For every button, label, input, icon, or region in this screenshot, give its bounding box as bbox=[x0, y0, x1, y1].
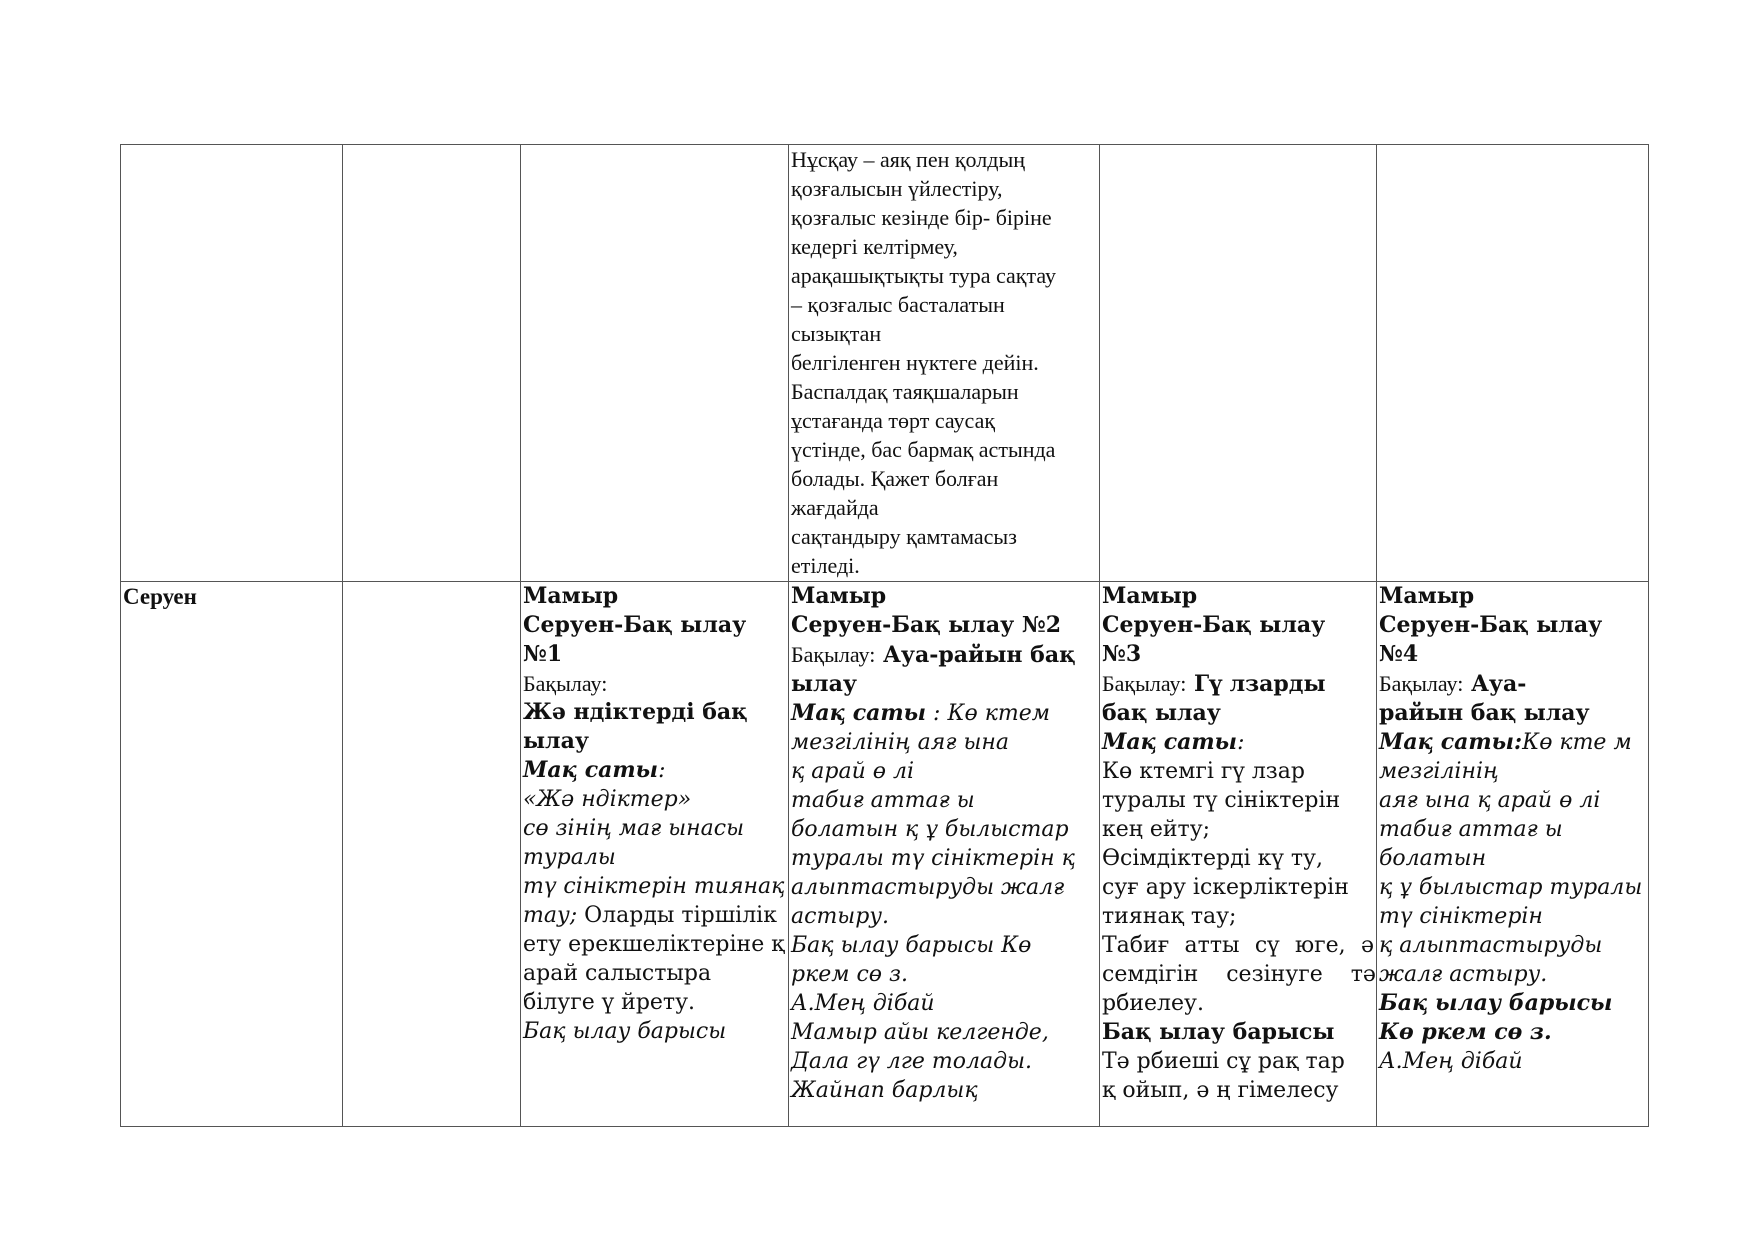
table-cell bbox=[343, 582, 521, 1127]
observation-title: Серуен-Бақ ылау bbox=[1102, 612, 1326, 638]
observation-number: №4 bbox=[1379, 641, 1419, 667]
goal-label: Мақ саты bbox=[523, 757, 659, 783]
month-heading: Мамыр bbox=[523, 583, 619, 609]
goal-line: табиғ аттағ ы bbox=[1379, 817, 1563, 842]
observation-4-cell bbox=[1377, 582, 1649, 1127]
observation-topic: бақ ылау bbox=[1102, 700, 1221, 726]
text-line: Оларды тіршілік bbox=[577, 903, 777, 928]
goal-line: қ арай ө лі bbox=[791, 759, 915, 784]
observation-title: Серуен-Бақ ылау bbox=[1379, 612, 1603, 638]
goal-line: Кө кте м bbox=[1522, 730, 1632, 755]
month-heading: Мамыр bbox=[1102, 583, 1198, 609]
text-line: болады. Қажет болған bbox=[791, 466, 999, 491]
text-line: кедергі келтірмеу, bbox=[791, 234, 958, 259]
progress-heading: Бақ ылау барысы bbox=[1102, 1019, 1335, 1045]
text-line: қозғалыс кезінде бір- біріне bbox=[791, 205, 1052, 230]
goal-line: тү сініктерін тиянақ bbox=[523, 874, 785, 899]
observation-topic: ылау bbox=[791, 671, 857, 697]
instruction-cell bbox=[789, 145, 1100, 582]
goal-line: туралы тү сініктерін қ bbox=[791, 846, 1075, 871]
observation-topic: Гү лзарды bbox=[1186, 671, 1326, 697]
goal-line: жалғ астыру. bbox=[1379, 962, 1548, 987]
goal-label: Мақ саты: bbox=[1379, 729, 1523, 755]
goal-line: мезгілінің bbox=[1379, 759, 1499, 784]
goal-line: тү сініктерін bbox=[1379, 904, 1543, 929]
daily-plan-table bbox=[120, 144, 1649, 1127]
observation-label: Бақылау: bbox=[791, 642, 876, 667]
observation-label: Бақылау: bbox=[1102, 671, 1187, 696]
text-line: Тә рбиеші сұ рақ тар bbox=[1102, 1049, 1345, 1074]
poem-author: А.Мең дібай bbox=[1379, 1049, 1523, 1074]
goal-line: : Кө ктем bbox=[926, 701, 1050, 726]
observation-topic: Ауа-райын бақ bbox=[875, 642, 1076, 668]
text-line: Баспалдақ таяқшаларын bbox=[791, 379, 1019, 404]
goal-line: аяғ ына қ арай ө лі bbox=[1379, 788, 1601, 813]
text-line: білуге ү йрету. bbox=[523, 990, 696, 1015]
goal-line: астыру. bbox=[791, 904, 890, 929]
observation-topic: ылау bbox=[523, 728, 589, 754]
goal-line: Өсімдіктерді кү ту, bbox=[1102, 846, 1323, 871]
goal-line: болатын қ ұ былыстар bbox=[791, 817, 1069, 842]
text-line: сызықтан bbox=[791, 321, 882, 346]
goal-line: рбиелеу. bbox=[1102, 991, 1204, 1016]
poem-line: Жайнап барлық bbox=[791, 1078, 978, 1103]
table-row bbox=[121, 582, 1649, 1127]
goal-line: алыптастыруды жалғ bbox=[791, 875, 1065, 900]
goal-line: «Жә ндіктер» bbox=[523, 787, 692, 812]
observation-3-cell bbox=[1100, 582, 1377, 1127]
goal-line: семдігін сезінуге тә bbox=[1102, 962, 1376, 987]
month-heading: Мамыр bbox=[791, 583, 887, 609]
table-row bbox=[121, 145, 1649, 582]
table-cell bbox=[121, 145, 343, 582]
progress-heading: Бақ ылау барысы bbox=[523, 1019, 727, 1044]
observation-topic: райын бақ ылау bbox=[1379, 700, 1590, 726]
poem-line: Дала гү лге толады. bbox=[791, 1049, 1033, 1074]
table-cell bbox=[343, 145, 521, 582]
observation-number: №1 bbox=[523, 641, 563, 667]
observation-1-cell bbox=[521, 582, 789, 1127]
observation-number: №3 bbox=[1102, 641, 1142, 667]
goal-line: суғ ару іскерліктерін bbox=[1102, 875, 1349, 900]
observation-topic: Ауа- bbox=[1463, 671, 1527, 697]
goal-colon: : bbox=[658, 758, 666, 783]
text-line: арақашықтықты тура сақтау bbox=[791, 263, 1056, 288]
poem-author: А.Мең дібай bbox=[791, 991, 935, 1016]
month-heading: Мамыр bbox=[1379, 583, 1475, 609]
goal-line: тау; bbox=[523, 903, 578, 928]
table-cell bbox=[1100, 145, 1377, 582]
goal-line: тиянақ тау; bbox=[1102, 904, 1237, 929]
text-line: ету ерекшеліктеріне қ bbox=[523, 932, 785, 957]
text-line: үстінде, бас бармақ астында bbox=[791, 437, 1056, 462]
section-label: Серуен bbox=[121, 582, 343, 1127]
goal-line: Табиғ атты сү юге, ә bbox=[1102, 933, 1374, 958]
text-line: ұстағанда төрт саусақ bbox=[791, 408, 996, 433]
observation-label: Бақылау: bbox=[1379, 671, 1464, 696]
poem-line: Мамыр айы келгенде, bbox=[791, 1020, 1049, 1045]
goal-line: табиғ аттағ ы bbox=[791, 788, 975, 813]
goal-line: Кө ктемгі гү лзар bbox=[1102, 759, 1305, 784]
text-line: – қозғалыс басталатын bbox=[791, 292, 1005, 317]
text-line: арай салыстыра bbox=[523, 961, 712, 986]
goal-label: Мақ саты bbox=[791, 700, 927, 726]
observation-2-cell bbox=[789, 582, 1100, 1127]
text-line: Нұсқау – аяқ пен қолдың bbox=[791, 147, 1025, 172]
goal-label: Мақ саты bbox=[1102, 729, 1238, 755]
text-line: жағдайда bbox=[791, 495, 879, 520]
table-cell bbox=[521, 145, 789, 582]
goal-line: кең ейту; bbox=[1102, 817, 1211, 842]
text-line: қ ойып, ә ң гімелесу bbox=[1102, 1078, 1339, 1103]
goal-line: болатын bbox=[1379, 846, 1487, 871]
goal-colon: : bbox=[1237, 730, 1245, 755]
text-line: белгіленген нүктеге дейін. bbox=[791, 350, 1039, 375]
text-line: сақтандыру қамтамасыз bbox=[791, 524, 1017, 549]
goal-line: мезгілінің аяғ ына bbox=[791, 730, 1009, 755]
progress-heading: Бақ ылау барысы bbox=[1379, 990, 1613, 1016]
goal-line: туралы bbox=[523, 845, 616, 870]
observation-topic: Жә ндіктерді бақ bbox=[523, 699, 748, 725]
goal-line: қ алыптастыруды bbox=[1379, 933, 1603, 958]
text-line: етіледі. bbox=[791, 553, 860, 578]
observation-title: Серуен-Бақ ылау №2 bbox=[791, 612, 1062, 638]
observation-title: Серуен-Бақ ылау bbox=[523, 612, 747, 638]
poem-line: ркем сө з. bbox=[791, 962, 909, 987]
goal-line: сө зінің мағ ынасы bbox=[523, 816, 745, 841]
observation-label: Бақылау: bbox=[523, 671, 608, 696]
poem-line: Бақ ылау барысы Кө bbox=[791, 933, 1032, 958]
goal-line: қ ұ былыстар туралы bbox=[1379, 875, 1643, 900]
text-line: қозғалысын үйлестіру, bbox=[791, 176, 1003, 201]
table-cell bbox=[1377, 145, 1649, 582]
art-heading: Кө ркем сө з. bbox=[1379, 1019, 1552, 1045]
goal-line: туралы тү сініктерін bbox=[1102, 788, 1341, 813]
